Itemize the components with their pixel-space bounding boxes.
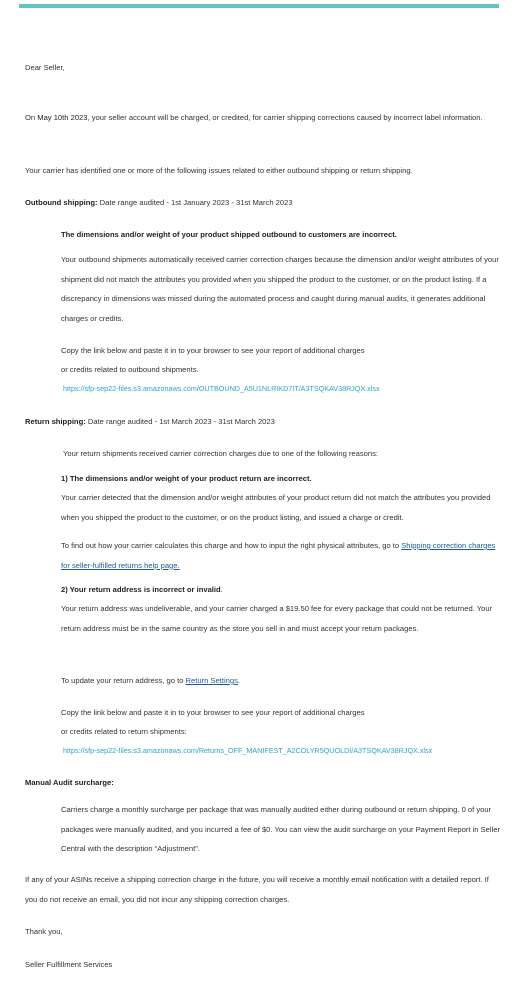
intro-paragraph — [25, 108, 495, 128]
outbound-heading: Outbound shipping: — [25, 198, 98, 207]
reason2-heading-line — [61, 580, 501, 600]
outbound-subheading: The dimensions and/or weight of your product shipped outbound to customers are incorrect. — [61, 230, 397, 239]
reason1-body: Your carrier detected that the dimension and/or weight attributes of your product return did not match the attributes you provided when you shipped the product to the customer, or on the product listing, and issued a charge or credit. — [61, 493, 491, 522]
update-suffix: . — [237, 676, 240, 685]
outbound-report-link[interactable]: https://sfp-sep22-files.s3.amazonaws.com/OUTBOUND_A5U1NLRIKD7IT/A3TSQKAV38RJQX.xlsx — [63, 384, 380, 393]
intro-date: May 10th 2023 — [37, 113, 88, 122]
outbound-range: Date range audited - 1st January 2023 - 31st March 2023 — [97, 198, 293, 207]
return-copy-line2: or credits related to return shipments: — [61, 727, 187, 736]
return-range: Date range audited - 1st March 2023 - 31st March 2023 — [85, 417, 275, 426]
help-page-link[interactable]: Shipping correction charges for seller-fulfilled returns help page. — [61, 541, 496, 570]
findout-paragraph — [61, 536, 501, 575]
thanks: Thank you, — [25, 927, 63, 936]
update-prefix: To update your return address, go to — [61, 676, 186, 685]
manual-audit-body: Carriers charge a monthly surcharge per package that was manually audited either during outbound or return shipping. 0 of your packages were manually audited, and you incurred a fee of $0. You can view the audit surcharge on your Payment Report in Seller Central with the description “Adjustment”. — [61, 805, 501, 853]
manual-audit-heading: Manual Audit surcharge: — [25, 778, 114, 787]
update-address-line — [61, 671, 501, 691]
intro-rest: , your seller account will be charged, or credited, for carrier shipping corrections caused by incorrect label information. — [87, 113, 483, 122]
carrier-issues-text: Your carrier has identified one or more of the following issues related to either outbound shipping or return shipping. — [25, 166, 413, 175]
reason2-heading: 2) Your return address is incorrect or invalid — [61, 585, 221, 594]
manual-audit-heading-line — [25, 773, 495, 793]
outbound-copy-line1: Copy the link below and paste it in to your browser to see your report of additional charges — [61, 346, 365, 355]
outbound-copy-line2: or credits related to outbound shipments. — [61, 365, 199, 374]
greeting: Dear Seller, — [25, 63, 65, 72]
return-report-link[interactable]: https://sfp-sep22-files.s3.amazonaws.com/Returns_OFF_MANIFEST_A2COLYR5QUOLDI/A3TSQKAV38RJQX.xlsx — [63, 746, 433, 755]
intro-prefix: On — [25, 113, 38, 122]
outbound-report-link-line — [63, 379, 380, 399]
reason2-period: . — [220, 585, 223, 594]
outbound-heading-line — [25, 193, 495, 213]
reason2-body: Your return address was undeliverable, and your carrier charged a $19.50 fee for every package that could not be returned. Your return address must be in the same country as the store you sell in and must accept your return packages. — [61, 604, 493, 633]
return-settings-link[interactable]: Return Settings — [185, 676, 238, 685]
outbound-subheading-line — [61, 225, 501, 245]
return-heading-line — [25, 412, 495, 432]
findout-prefix: To find out how your carrier calculates this charge and how to input the right physical attributes, go to — [61, 541, 402, 550]
return-report-link-line — [63, 741, 432, 761]
reason1-heading-line — [61, 469, 501, 489]
reason1-heading: 1) The dimensions and/or weight of your product return are incorrect. — [61, 474, 312, 483]
header-accent-bar — [19, 4, 499, 8]
return-heading: Return shipping: — [25, 417, 86, 426]
return-intro: Your return shipments received carrier correction charges due to one of the following reasons: — [63, 449, 379, 458]
future-notice: If any of your ASINs receive a shipping correction charge in the future, you will receive a monthly email notification with a detailed report. If you do not receive an email, you did not incur any shipping correction charges. — [25, 875, 489, 904]
outbound-body: Your outbound shipments automatically received carrier correction charges because the dimension and/or weight attributes of your shipment did not match the attributes you provided when you shipped the product to the customer, or on the product listing. If a discrepancy in dimensions was missed during the automated process and caught during manual audits, it generates additional charges or credits. — [61, 255, 499, 323]
return-copy-line1: Copy the link below and paste it in to your browser to see your report of additional charges — [61, 708, 365, 717]
signature: Seller Fulfillment Services — [25, 960, 113, 969]
